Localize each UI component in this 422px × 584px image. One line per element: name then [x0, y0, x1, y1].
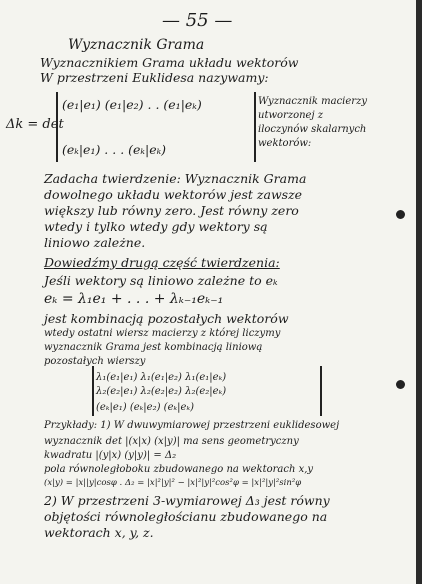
section-title: Wyznacznik Grama — [68, 37, 205, 53]
page-edge — [416, 0, 422, 584]
text-line: pozostałych wierszy — [44, 356, 146, 367]
matrix-row: (eₖ|e₁) (eₖ|e₂) (eₖ|eₖ) — [96, 402, 194, 413]
text-line: Przykłady: 1) W dwuwymiarowej przestrzeni euklidesowej — [44, 420, 340, 431]
text-line: Wyznacznikiem Grama układu wektorów — [40, 55, 299, 70]
text-line: dowolnego układu wektorów jest zawsze — [44, 187, 303, 202]
text-line: objętości równoległościanu zbudowanego na — [44, 509, 328, 524]
formula-line: eₖ = λ₁e₁ + . . . + λₖ₋₁eₖ₋₁ — [44, 291, 224, 307]
text-line: wtedy i tylko wtedy gdy wektory są — [44, 219, 268, 234]
text-line: liniowo zależne. — [44, 235, 146, 250]
side-note: iloczynów skalarnych — [258, 124, 367, 135]
text-line: W przestrzeni Euklidesa nazywamy: — [40, 70, 269, 85]
det-label: Δk = det — [6, 117, 64, 132]
text-line: Dowiedźmy drugą część twierdzenia: — [44, 255, 280, 270]
text-line: wyznacznik Grama jest kombinacją liniową — [44, 342, 263, 353]
text-line: 2) W przestrzeni 3-wymiarowej Δ₃ jest równy — [44, 493, 330, 508]
matrix-row: (eₖ|e₁) . . . (eₖ|eₖ) — [62, 142, 167, 157]
matrix-row: λ₁(e₁|e₁) λ₁(e₁|e₂) λ₁(e₁|eₖ) — [96, 372, 227, 383]
text-line: Jeśli wektory są liniowo zależne to eₖ — [44, 273, 278, 288]
side-note: wektorów: — [258, 138, 312, 149]
matrix-row: (e₁|e₁) (e₁|e₂) . . (e₁|eₖ) — [62, 97, 202, 112]
binder-hole — [396, 380, 405, 389]
text-line: wektorach x, y, z. — [44, 525, 154, 540]
formula-line: (x|y) = |x||y|cosφ . Δ₂ = |x|²|y|² − |x|²|y|²cos²φ = |x|²|y|²sin²φ — [44, 478, 302, 488]
matrix-row: λ₂(e₂|e₁) λ₂(e₂|e₂) λ₂(e₂|eₖ) — [96, 386, 227, 397]
text-line: pola równoległoboku zbudowanego na wektorach x,y — [44, 464, 314, 475]
side-note: utworzonej z — [258, 110, 324, 121]
text-line: Zadacha twierdzenie: Wyznacznik Grama — [44, 171, 307, 186]
text-line: większy lub równy zero. Jest równy zero — [44, 203, 299, 218]
page-number: — 55 — — [162, 10, 233, 31]
text-line: wyznacznik det |(x|x) (x|y)| ma sens geometryczny — [44, 436, 299, 447]
text-line: wtedy ostatni wiersz macierzy z której liczymy — [44, 328, 281, 339]
text-line: jest kombinacją pozostałych wektorów — [44, 311, 289, 326]
binder-hole — [396, 210, 405, 219]
side-note: Wyznacznik macierzy — [258, 96, 367, 107]
text-line: kwadratu |(y|x) (y|y)| = Δ₂ — [44, 450, 177, 461]
